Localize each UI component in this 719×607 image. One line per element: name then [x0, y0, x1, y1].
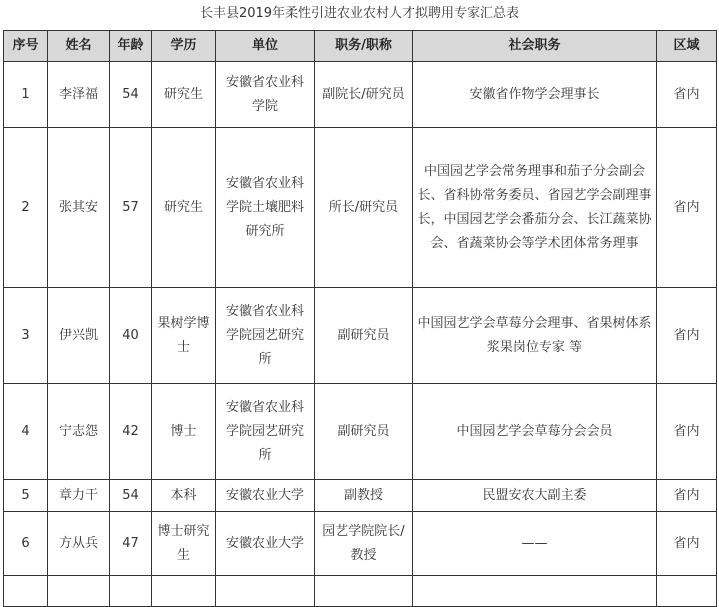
table-row	[4, 62, 717, 128]
expert-table	[3, 30, 717, 607]
header-name: 姓名	[48, 31, 110, 62]
cell-name: 宁志怨	[48, 384, 110, 480]
cell-position: 副教授	[315, 480, 413, 512]
cell-name: 张其安	[48, 128, 110, 288]
cell-region: 省内	[657, 62, 717, 128]
cell-age: 54	[110, 480, 152, 512]
cell-no: 2	[4, 128, 48, 288]
cell-no: 6	[4, 512, 48, 576]
cell-education: 研究生	[152, 62, 216, 128]
cell-region: 省内	[657, 384, 717, 480]
header-education: 学历	[152, 31, 216, 62]
cell-empty	[48, 576, 110, 607]
header-row	[4, 31, 717, 62]
cell-age: 40	[110, 288, 152, 384]
cell-position: 所长/研究员	[315, 128, 413, 288]
cell-empty	[110, 576, 152, 607]
cell-social-position: 中国园艺学会草莓分会会员	[413, 384, 657, 480]
cell-no: 4	[4, 384, 48, 480]
cell-age: 54	[110, 62, 152, 128]
cell-empty	[413, 576, 657, 607]
cell-education: 博士	[152, 384, 216, 480]
cell-region: 省内	[657, 480, 717, 512]
cell-empty	[657, 576, 717, 607]
cell-unit: 安徽农业大学	[216, 480, 315, 512]
cell-name: 伊兴凯	[48, 288, 110, 384]
cell-empty	[216, 576, 315, 607]
header-position: 职务/职称	[315, 31, 413, 62]
cell-social-position: 中国园艺学会常务理事和茄子分会副会长、省科协常务委员、省园艺学会副理事长，中国园艺学会番茄分会、长江蔬菜协会、省蔬菜协会等学术团体常务理事	[413, 128, 657, 288]
cell-region: 省内	[657, 128, 717, 288]
cell-age: 42	[110, 384, 152, 480]
cell-social-position: 中国园艺学会草莓分会理事、省果树体系浆果岗位专家 等	[413, 288, 657, 384]
table-row	[4, 128, 717, 288]
cell-social-position: 民盟安农大副主委	[413, 480, 657, 512]
table-row	[4, 384, 717, 480]
cell-education: 果树学博士	[152, 288, 216, 384]
cell-no: 5	[4, 480, 48, 512]
cell-position: 园艺学院院长/教授	[315, 512, 413, 576]
cell-region: 省内	[657, 512, 717, 576]
cell-education: 博士研究生	[152, 512, 216, 576]
cell-name: 章力干	[48, 480, 110, 512]
cell-position: 副研究员	[315, 288, 413, 384]
cell-name: 方从兵	[48, 512, 110, 576]
cell-unit: 安徽农业大学	[216, 512, 315, 576]
cell-unit: 安徽省农业科学院土壤肥料研究所	[216, 128, 315, 288]
cell-unit: 安徽省农业科学院	[216, 62, 315, 128]
table-row	[4, 480, 717, 512]
cell-social-position: ——	[413, 512, 657, 576]
cell-empty	[315, 576, 413, 607]
cell-position: 副院长/研究员	[315, 62, 413, 128]
cell-empty	[152, 576, 216, 607]
table-row	[4, 288, 717, 384]
header-social-position: 社会职务	[413, 31, 657, 62]
cell-social-position: 安徽省作物学会理事长	[413, 62, 657, 128]
cell-no: 3	[4, 288, 48, 384]
cell-education: 本科	[152, 480, 216, 512]
document-title: 长丰县2019年柔性引进农业农村人才拟聘用专家汇总表	[199, 6, 520, 21]
cell-region: 省内	[657, 288, 717, 384]
cell-position: 副研究员	[315, 384, 413, 480]
cell-age: 47	[110, 512, 152, 576]
cell-empty	[4, 576, 48, 607]
cell-age: 57	[110, 128, 152, 288]
cell-unit: 安徽省农业科学院园艺研究所	[216, 288, 315, 384]
cell-no: 1	[4, 62, 48, 128]
cell-education: 研究生	[152, 128, 216, 288]
header-age: 年龄	[110, 31, 152, 62]
cell-name: 李泽福	[48, 62, 110, 128]
header-no: 序号	[4, 31, 48, 62]
header-unit: 单位	[216, 31, 315, 62]
header-region: 区域	[657, 31, 717, 62]
table-row	[4, 512, 717, 576]
table-row-partial	[4, 576, 717, 607]
cell-unit: 安徽省农业科学院园艺研究所	[216, 384, 315, 480]
